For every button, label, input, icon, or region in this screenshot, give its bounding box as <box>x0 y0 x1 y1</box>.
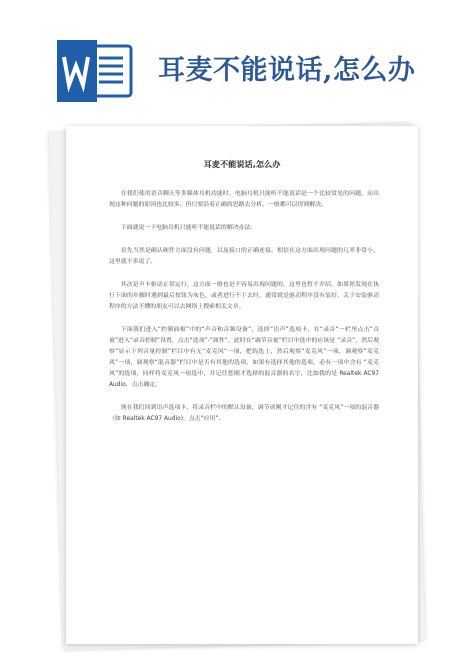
document-page <box>66 126 418 644</box>
paragraph: 在我们使用语音聊天等多媒体耳机功能时，电脑耳机只能听不能说话是一个比较常见的问题，而出现这种问题的原因也比较多，但只要沿着正确的思路去分析，一般都可以得到解决。 <box>109 191 379 208</box>
document-title: 耳麦不能说话,怎么办 <box>203 159 281 169</box>
paragraph: 首先当然是确认硬件方面没有问题，以及接口的正确连接。相信在这方面出现问题的几率非常小，这里就不多说了。 <box>109 248 379 265</box>
paragraph: 下面就说一下电脑耳机只能听不能说话的解决办法： <box>120 225 257 231</box>
document-body <box>109 189 379 437</box>
word-logo-icon <box>55 40 135 102</box>
banner-title: 耳麦不能说话,怎么办 <box>158 55 416 86</box>
paragraph: 下面我们进入“控制面板”中的“声音和音频设备”，选择“语声”选项卡，在“录音”一栏里点击“音量”进入“录音控制”设置，点击“选项”-“属性”，此时在“调节音量”栏目中选中的应该是 “录音”，然后观察“显示下列音量控制”栏目中有无“麦克风”一项，把钩选上，然后观察“麦克风”一项，调观察“麦克风”一项，调观察“混音器”栏目中是否有其他的选项，如果有选择其他的选项，必有一项中含有 “麦克风”的选项，同样将麦克风一项选中，并记住您刚才选择的混音器的名字，比如我的是 Realtek AC97 Audio，点击确定。 <box>109 327 379 388</box>
paragraph: 其次是声卡驱动正常运行，这方面一般也是不容易出现问题的，这里也暂不介绍，如果你发现在执行下面的步骤时遇到最后按钮为灰色，或者进行不下去时，通常就是驱动程序没有装好，关于安装驱动程序的方法不懂的朋友可以去网络上搜索相关文章。 <box>109 282 379 310</box>
header-banner <box>0 0 474 130</box>
paragraph: 现在我们回到语声选项卡，将录音栏中的默认设备，调节成刚才记住的含有 “麦克风”一项的混音器（如 Realtek AC97 Audio)，点击“应用”。 <box>109 405 379 422</box>
